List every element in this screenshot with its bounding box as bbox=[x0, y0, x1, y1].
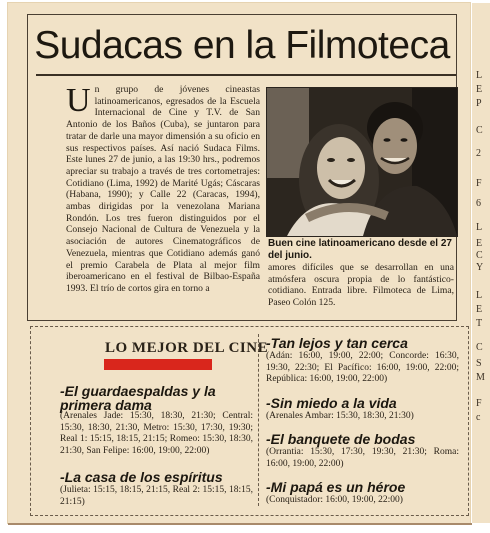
torn-edge bbox=[8, 523, 472, 525]
edge-fragment: E bbox=[476, 84, 483, 95]
article-headline: Sudacas en la Filmoteca bbox=[34, 24, 450, 67]
edge-fragment: L bbox=[476, 222, 483, 233]
article-body-text: n grupo de jóvenes cineastas latinoamericanos, egresados de la Escuela Internacional de Cine y T.V. de San Antonio de los Baños (Cuba), se juntaron para tratar de darle una mayor dimensión a su oficio en sus respectivos países. Así nació Sudaca Films. Este lunes 27 de junio, a las 19:30 hrs., podremos apreciar su trabajo a través de tres cortometrajes: Cotidiano (Lima, 1992) de Marité Ugás; Cáscaras (Habana, 1990); y Calle 22 (Caracas, 1994), ambas dirigidas por la venezolana Mariana Rondón. Los tres fueron distinguidos por el Consejo Nacional de Cultura de Venezuela y la asociación de autores Cinematográficos de Venezuela, mientras que Cotidiano además ganó el premio Carabela de Plata al mejor film iberoamericano en el festival de Bilbao-España 1993. El trío de cortos gira en torno a bbox=[66, 84, 260, 294]
headline-rule bbox=[36, 74, 456, 76]
dropcap: U bbox=[66, 82, 91, 119]
film-title: -Mi papá es un héroe bbox=[266, 479, 406, 495]
edge-fragment: E bbox=[476, 238, 483, 249]
edge-fragment: c bbox=[476, 412, 481, 423]
edge-fragment: C bbox=[476, 250, 483, 261]
edge-fragment: 2 bbox=[476, 148, 481, 159]
edge-fragment: T bbox=[476, 318, 483, 329]
photo-caption: Buen cine latinoamericano desde el 27 del junio. bbox=[268, 238, 452, 261]
edge-fragment: E bbox=[476, 304, 483, 315]
film-title: -El banquete de bodas bbox=[266, 431, 416, 447]
film-title: -El guardaespaldas y la primera dama bbox=[60, 383, 216, 413]
edge-fragment: C bbox=[476, 125, 483, 136]
column-divider bbox=[258, 334, 260, 506]
film-showtimes: (Orrantia: 15:30, 17:30, 19:30, 21:30; Roma: 16:00, 19:00, 22:00) bbox=[266, 447, 459, 469]
film-showtimes: (Julieta: 15:15, 18:15, 21:15, Real 2: 15:15, 18:15, 21:15) bbox=[60, 485, 253, 507]
article-photo bbox=[266, 87, 458, 237]
edge-fragment: 6 bbox=[476, 198, 481, 209]
edge-fragment: F bbox=[476, 398, 482, 409]
edge-fragment: F bbox=[476, 178, 482, 189]
article-column-2: amores difíciles que se desarrollan en una atmósfera oscura propia de lo fantástico-cotidiano. Entrada libre. Filmoteca de Lima, Paseo Colón 125. bbox=[268, 262, 454, 309]
edge-fragment: C bbox=[476, 342, 483, 353]
article-column-1 bbox=[66, 84, 260, 316]
film-title: -La casa de los espíritus bbox=[60, 469, 223, 485]
film-showtimes: (Arenales Ambar: 15:30, 18:30, 21:30) bbox=[266, 411, 414, 421]
film-showtimes: (Conquistador: 16:00, 19:00, 22:00) bbox=[266, 495, 403, 505]
film-showtimes: (Adán: 16:00, 19:00, 22:00; Concorde: 16:30, 19:30, 22:30; El Pacífico: 16:00, 19:00, 22:00; República: 16:00, 19:00, 22:00) bbox=[266, 351, 459, 385]
photo-illustration bbox=[267, 88, 457, 236]
edge-fragment: M bbox=[476, 372, 485, 383]
section-title: LO MEJOR DEL CINE bbox=[105, 340, 269, 356]
film-title: -Sin miedo a la vida bbox=[266, 395, 397, 411]
edge-fragment: S bbox=[476, 358, 482, 369]
edge-fragment: L bbox=[476, 290, 483, 301]
film-title: -Tan lejos y tan cerca bbox=[266, 335, 408, 351]
edge-fragment: L bbox=[476, 70, 483, 81]
edge-fragment: Y bbox=[476, 262, 484, 273]
section-red-bar bbox=[104, 359, 212, 370]
edge-fragment: P bbox=[476, 98, 482, 109]
film-showtimes: (Arenales Jade: 15:30, 18:30, 21:30; Central: 15:30, 18:30, 21:30, Metro: 15:30, 17:30, 19:30; Real 1: 15:15, 18:15, 21:15; Romeo: 15:30, 18:30, 21:30, San Felipe: 16:00, 19:00, 22:00) bbox=[60, 411, 253, 456]
